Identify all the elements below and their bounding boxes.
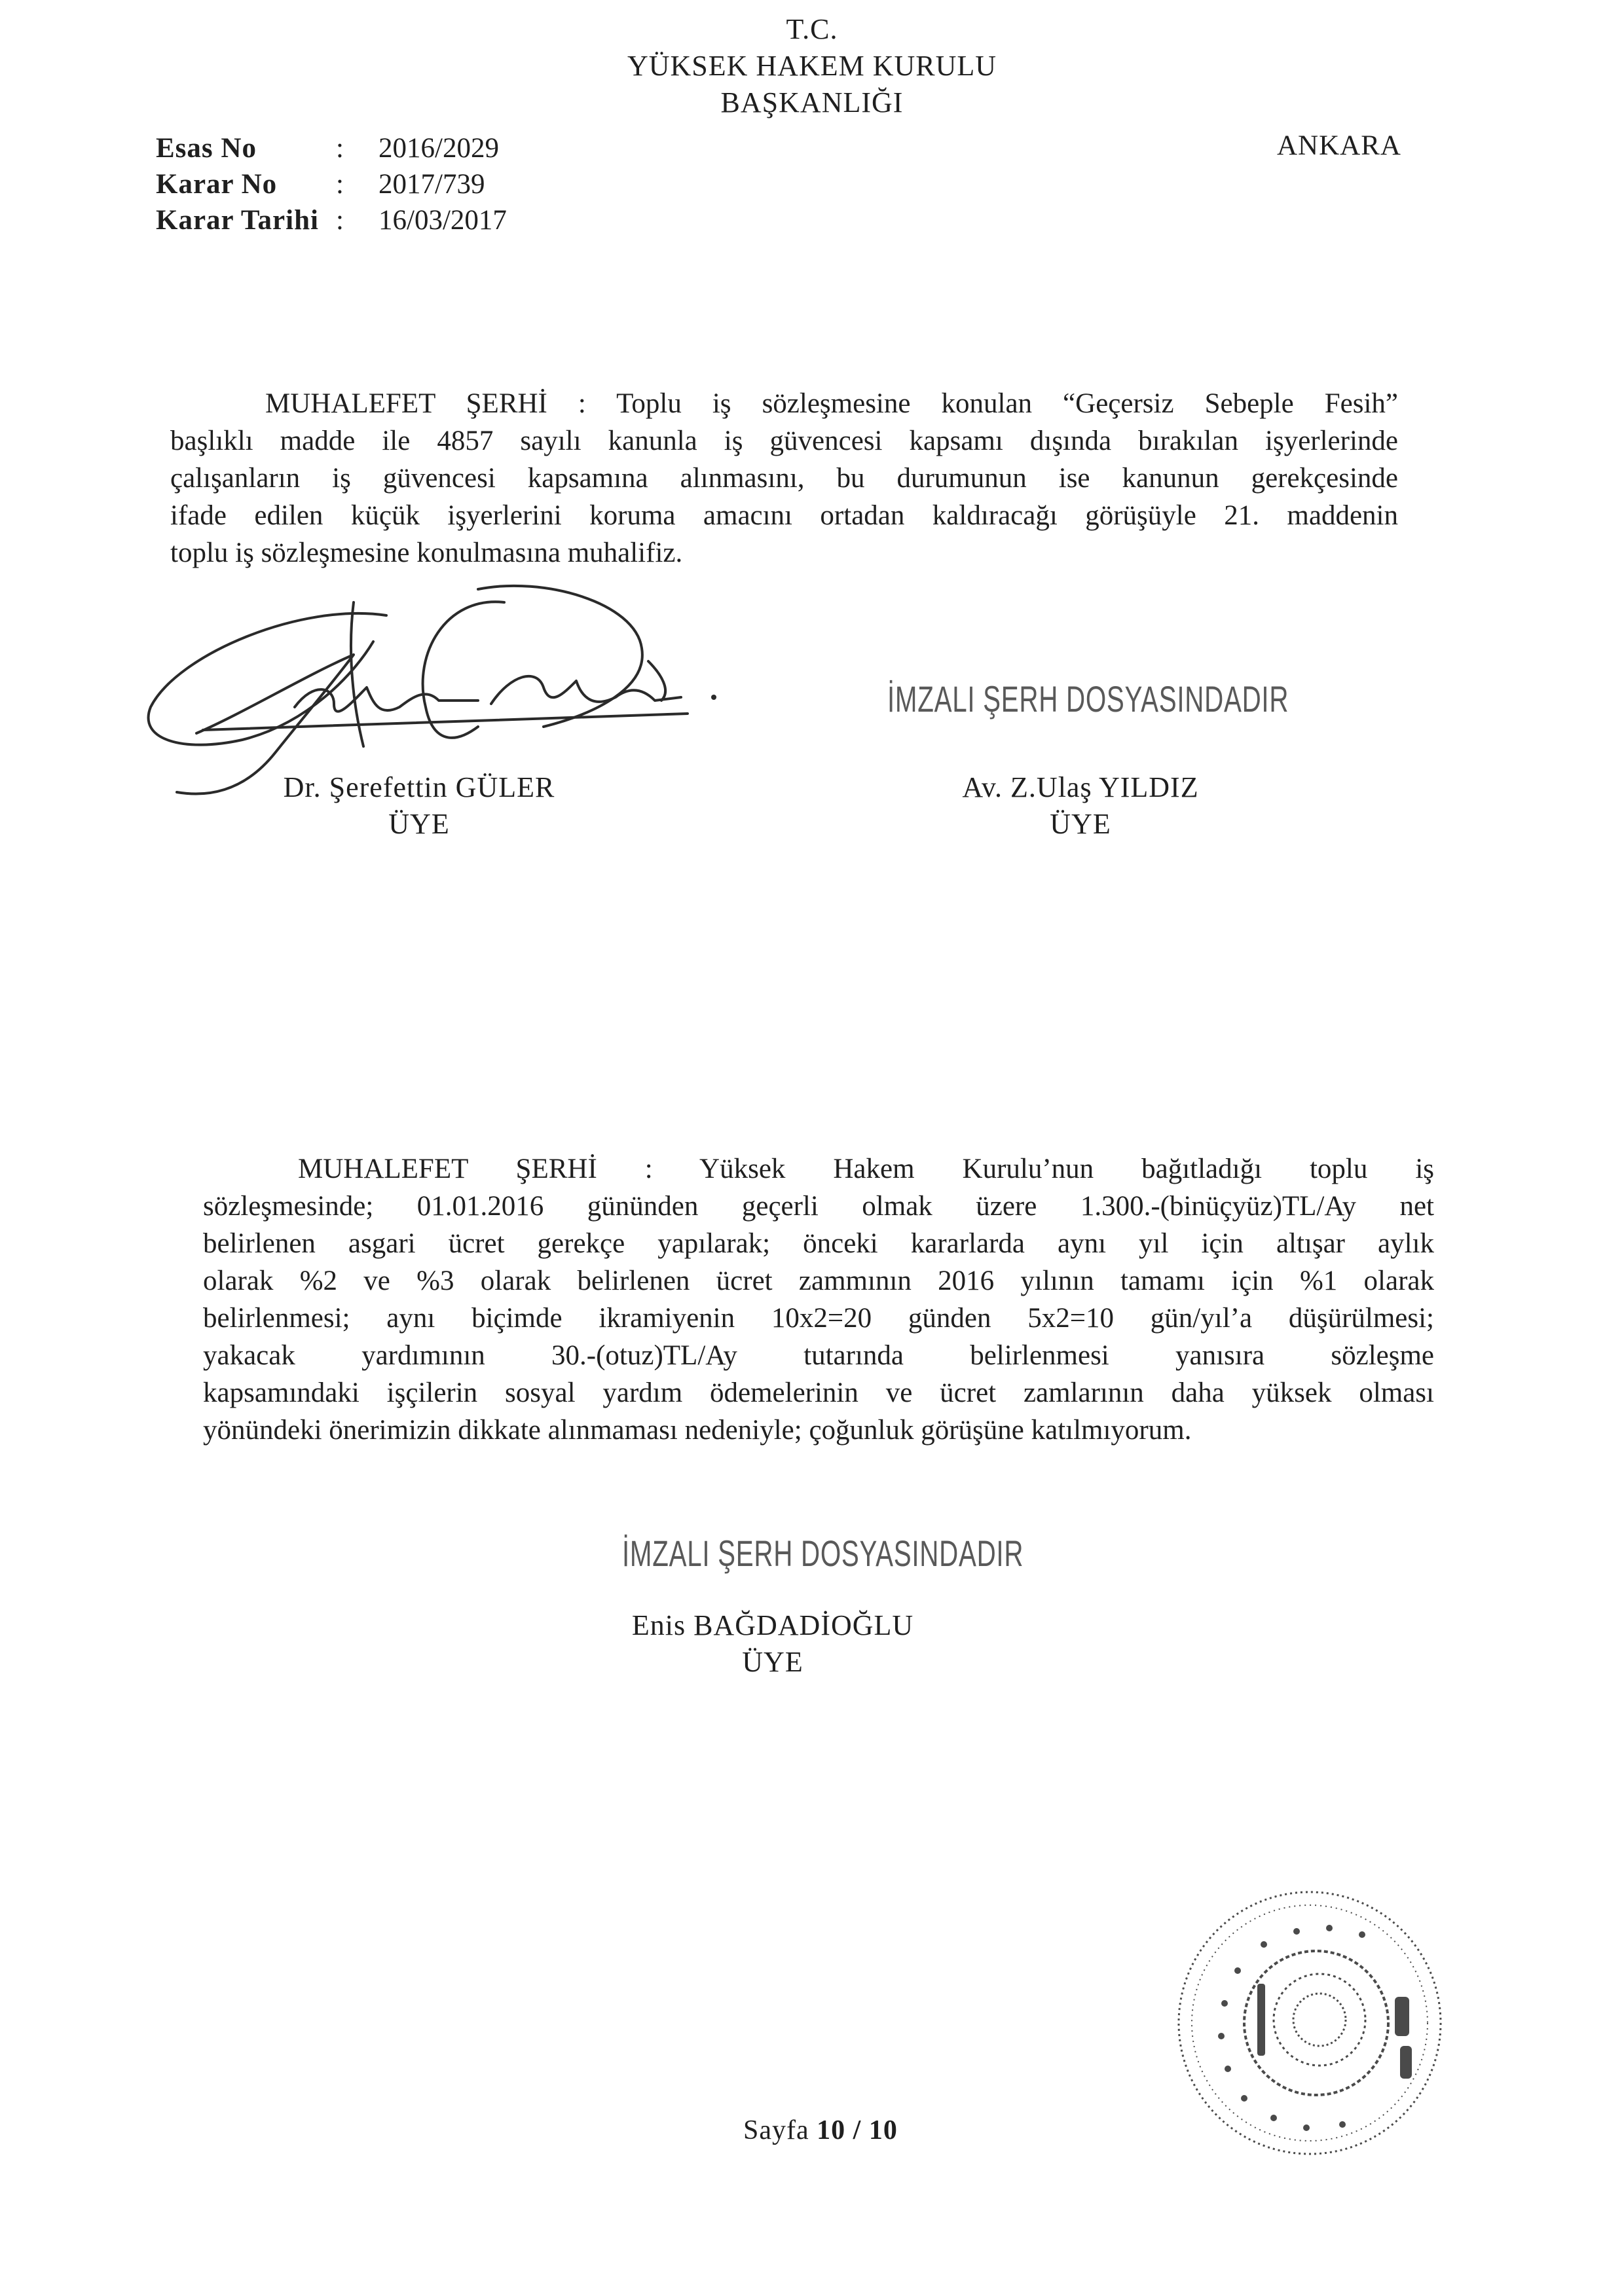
dissent1-line: çalışanların iş güvencesi kapsamına alınmasını, bu durumunun ise kanunun gerekçesinde [170, 463, 1398, 494]
signed-dissent-on-file-note: İMZALI ŞERH DOSYASINDADIR [887, 678, 1289, 720]
dissent2-line: yakacak yardımının 30.-(otuz)TL/Ay tutarında belirlenmesi yanısıra sözleşme [203, 1340, 1434, 1371]
dissent2-line: kapsamındaki işçilerin sosyal yardım ödemelerinin ve ücret zamlarının daha yüksek olması [203, 1377, 1434, 1408]
signer-role: ÜYE [388, 808, 450, 840]
page-number [743, 2115, 898, 2146]
header-institution: YÜKSEK HAKEM KURULU [627, 50, 997, 82]
tarih-value: 16/03/2017 [378, 205, 507, 236]
separator: : [336, 169, 344, 200]
signer-role: ÜYE [742, 1646, 803, 1678]
header-presidency: BAŞKANLIĞI [720, 86, 904, 118]
dissent2-line: MUHALEFET ŞERHİ : Yüksek Hakem Kurulu’nun bağıtladığı toplu iş [298, 1154, 1434, 1184]
signer-bagdadioglu [589, 1607, 956, 1681]
signed-dissent-on-file-note: İMZALI ŞERH DOSYASINDADIR [622, 1533, 1024, 1574]
signer-yildiz [904, 769, 1257, 843]
signer-name: Av. Z.Ulaş YILDIZ [962, 771, 1199, 803]
dissent1-line: MUHALEFET ŞERHİ : Toplu iş sözleşmesine konulan “Geçersiz Sebeple Fesih” [265, 388, 1398, 419]
tarih-label: Karar Tarihi [156, 205, 319, 236]
separator: : [336, 133, 344, 164]
separator: : [336, 205, 344, 236]
case-metadata [156, 132, 549, 240]
signer-name: Dr. Şerefettin GÜLER [283, 771, 555, 803]
official-seal-icon [1159, 1872, 1460, 2174]
page-current: 10 [817, 2115, 846, 2145]
signer-name: Enis BAĞDADİOĞLU [631, 1609, 914, 1641]
karar-row [156, 168, 549, 204]
tarih-row [156, 204, 549, 240]
esas-row [156, 132, 549, 168]
dissent2-line: sözleşmesinde; 01.01.2016 gününden geçerli olmak üzere 1.300.-(binüçyüz)TL/Ay net [203, 1191, 1434, 1222]
page-separator: / [853, 2115, 862, 2145]
city: ANKARA [1277, 130, 1401, 161]
dissent-opinion-1 [170, 385, 1398, 572]
page-label: Sayfa [743, 2115, 809, 2145]
karar-label: Karar No [156, 169, 278, 200]
dissent2-line: belirlenmesi; aynı biçimde ikramiyenin 10x2=20 günden 5x2=10 gün/yıl’a düşürülmesi; [203, 1303, 1434, 1334]
dissent1-line: başlıklı madde ile 4857 sayılı kanunla iş güvencesi kapsamı dışında bırakılan işyerlerinde [170, 426, 1398, 456]
dissent1-line: ifade edilen küçük işyerlerini koruma amacını ortadan kaldıracağı görüşüyle 21. maddenin [170, 500, 1398, 531]
karar-value: 2017/739 [378, 169, 485, 200]
signer-guler [242, 769, 596, 843]
dissent-opinion-2 [203, 1150, 1434, 1449]
dissent2-line: yönündeki önerimizin dikkate alınmaması nedeniyle; çoğunluk görüşüne katılmıyorum. [203, 1415, 1192, 1446]
dissent1-line: toplu iş sözleşmesine konulmasına muhalifiz. [170, 538, 683, 568]
dissent2-line: olarak %2 ve %3 olarak belirlenen ücret zammının 2016 yılının tamamı için %1 olarak [203, 1266, 1434, 1296]
esas-label: Esas No [156, 133, 257, 164]
header-tc: T.C. [786, 13, 838, 45]
dissent2-line: belirlenen asgari ücret gerekçe yapılarak; önceki kararlarda aynı yıl için altışar aylık [203, 1228, 1434, 1259]
esas-value: 2016/2029 [378, 133, 499, 164]
page-total: 10 [868, 2115, 898, 2145]
signer-role: ÜYE [1050, 808, 1111, 840]
